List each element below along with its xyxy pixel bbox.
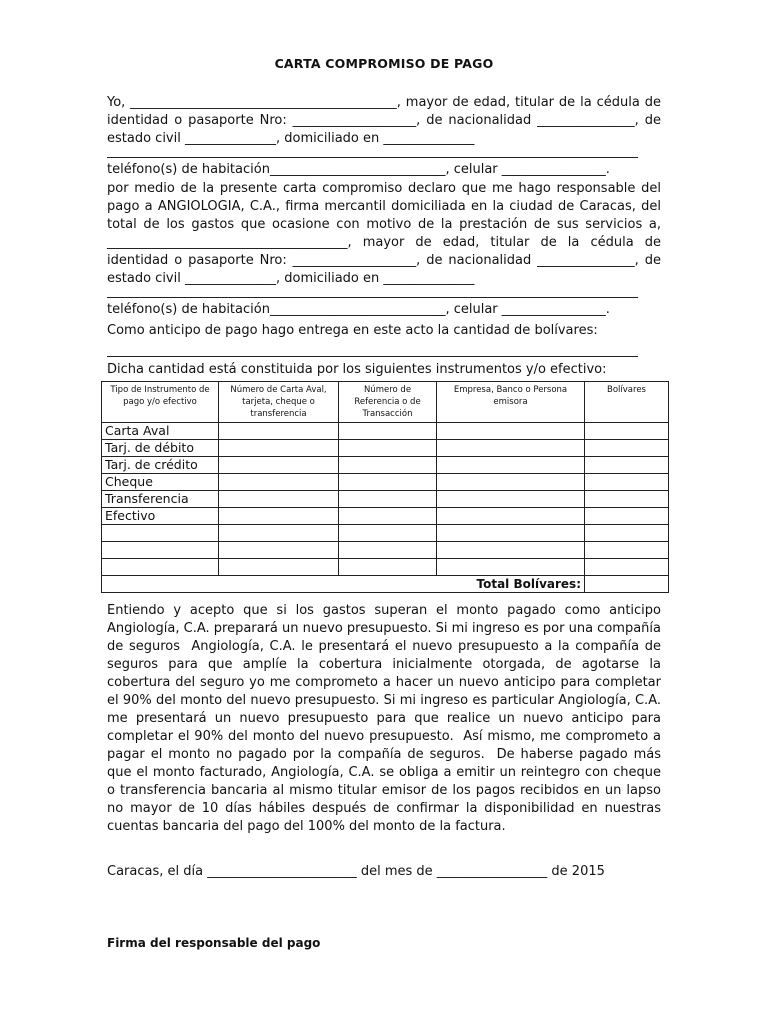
table-cell — [437, 457, 585, 474]
instrument-type-cell — [102, 559, 219, 576]
payment-instruments-table — [101, 381, 669, 593]
table-cell — [339, 423, 437, 440]
blank-rule — [107, 297, 638, 298]
table-cell — [219, 508, 339, 525]
table-row — [102, 491, 669, 508]
instrument-type-cell: Efectivo — [102, 508, 219, 525]
total-row — [102, 576, 669, 593]
table-row — [102, 525, 669, 542]
table-cell — [437, 559, 585, 576]
table-cell — [339, 457, 437, 474]
table-cell — [339, 508, 437, 525]
table-cell — [437, 491, 585, 508]
table-row — [102, 457, 669, 474]
paragraph-declarant: Yo, _________________________________________, mayor de edad, titular de la cédula de identidad o pasaporte Nro: ___________________, de nacionalidad _______________, de estado civil ______________, domiciliado en ______________ — [107, 95, 666, 146]
table-cell — [339, 542, 437, 559]
table-cell — [219, 474, 339, 491]
table-cell — [219, 525, 339, 542]
table-header-row — [102, 382, 669, 423]
total-label: Total Bolívares: — [102, 576, 585, 593]
phone-line-patient: teléfono(s) de habitación___________________________, celular ________________. — [107, 302, 610, 317]
table-cell — [437, 542, 585, 559]
instrument-type-cell: Cheque — [102, 474, 219, 491]
table-cell — [219, 491, 339, 508]
table-cell — [219, 423, 339, 440]
total-value-cell — [585, 576, 669, 593]
table-cell — [585, 423, 669, 440]
table-cell — [585, 508, 669, 525]
table-cell — [437, 525, 585, 542]
column-header: Bolívares — [585, 382, 669, 423]
table-cell — [219, 457, 339, 474]
table-cell — [585, 542, 669, 559]
table-cell — [437, 423, 585, 440]
table-row — [102, 474, 669, 491]
table-cell — [219, 542, 339, 559]
table-cell — [585, 474, 669, 491]
table-cell — [219, 559, 339, 576]
table-cell — [585, 457, 669, 474]
table-cell — [585, 491, 669, 508]
table-cell — [437, 474, 585, 491]
table-cell — [585, 440, 669, 457]
phone-line-declarant: teléfono(s) de habitación___________________________, celular ________________. — [107, 162, 610, 177]
blank-rule — [107, 356, 638, 357]
document-title: CARTA COMPROMISO DE PAGO — [274, 56, 494, 71]
paragraph-commitment: por medio de la presente carta compromiso declaro que me hago responsable del pago a ANGIOLOGIA, C.A., firma mercantil domiciliada en la ciudad de Caracas, del total de los gastos que ocasione con motivo de la prestación de sus servicios a, _____________________________________, mayor de edad, titular de la cédula de identidad o pasaporte Nro: ___________________, de nacionalidad _______________, de estado civil ______________, domiciliado en ______________ — [107, 181, 666, 286]
instrument-type-cell — [102, 542, 219, 559]
instrument-type-cell: Transferencia — [102, 491, 219, 508]
table-cell — [219, 440, 339, 457]
paragraph-terms: Entiendo y acepto que si los gastos superan el monto pagado como anticipo Angiología, C.A. preparará un nuevo presupuesto. Si mi ingreso es por una compañía de seguros Angiología, C.A. le presentará el nuevo presupuesto a la compañía de seguros para que amplíe la cobertura inicialmente otorgada, de agotarse la cobertura del seguro yo me comprometo a hacer un nuevo anticipo para completar el 90% del monto del nuevo presupuesto. Si mi ingreso es particular Angiología, C.A. me presentará un nuevo presupuesto para que realice un nuevo anticipo para completar el 90% del monto del nuevo presupuesto. Así mismo, me comprometo a pagar el monto no pagado por la compañía de seguros. De haberse pagado más que el monto facturado, Angiología, C.A. se obliga a emitir un reintegro con cheque o transferencia bancaria al mismo titular emisor de los pagos recibidos en un lapso no mayor de 10 días hábiles después de confirmar la disponibilidad en nuestras cuentas bancaria del pago del 100% del monto de la factura. — [107, 603, 666, 834]
table-cell — [437, 508, 585, 525]
column-header: Tipo de Instrumento de pago y/o efectivo — [102, 382, 219, 423]
anticipo-line: Como anticipo de pago hago entrega en este acto la cantidad de bolívares: — [107, 323, 598, 338]
instrument-type-cell: Carta Aval — [102, 423, 219, 440]
instrument-type-cell — [102, 525, 219, 542]
instrumentos-line: Dicha cantidad está constituida por los siguientes instrumentos y/o efectivo: — [107, 362, 607, 377]
table-row — [102, 440, 669, 457]
table-cell — [437, 440, 585, 457]
column-header: Número de Referencia o de Transacción — [339, 382, 437, 423]
column-header: Empresa, Banco o Persona emisora — [437, 382, 585, 423]
table-row — [102, 508, 669, 525]
signature-label: Firma del responsable del pago — [107, 936, 321, 950]
table-cell — [585, 559, 669, 576]
table-cell — [585, 525, 669, 542]
date-line: Caracas, el día _______________________ del mes de _________________ de 2015 — [107, 864, 605, 879]
table-row — [102, 542, 669, 559]
table-cell — [339, 559, 437, 576]
instrument-type-cell: Tarj. de débito — [102, 440, 219, 457]
table-cell — [339, 525, 437, 542]
column-header: Número de Carta Aval, tarjeta, cheque o transferencia — [219, 382, 339, 423]
table-cell — [339, 491, 437, 508]
instrument-type-cell: Tarj. de crédito — [102, 457, 219, 474]
table-cell — [339, 440, 437, 457]
table-cell — [339, 474, 437, 491]
blank-rule — [107, 157, 638, 158]
table-row — [102, 559, 669, 576]
table-row — [102, 423, 669, 440]
